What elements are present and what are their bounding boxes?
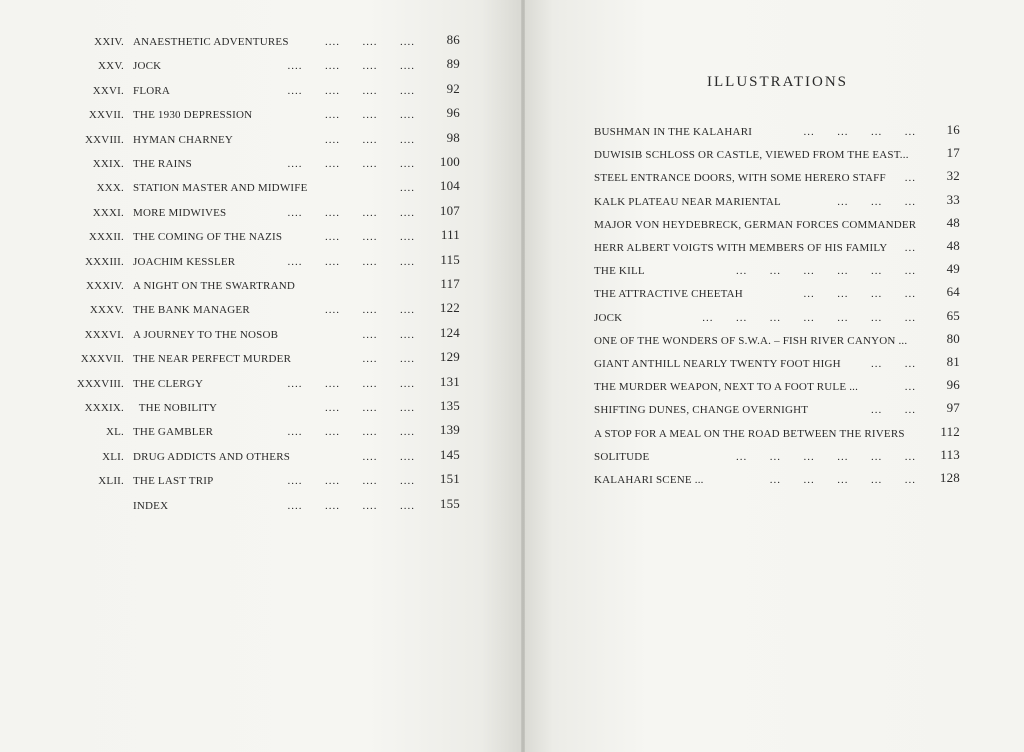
chapter-numeral: XL. — [105, 426, 124, 439]
dot-leader: ... ... — [871, 404, 916, 417]
contents-entry — [0, 154, 460, 178]
chapter-title: THE NEAR PERFECT MURDER — [133, 353, 292, 366]
chapter-numeral: XXX. — [96, 182, 124, 195]
page-number: 49 — [946, 261, 960, 277]
chapter-numeral: XLI. — [102, 450, 124, 463]
page-number: 81 — [946, 354, 960, 369]
illustration-entry — [594, 122, 960, 146]
dot-leader: ... ... ... ... ... ... — [736, 265, 916, 278]
illustration-title: GIANT ANTHILL NEARLY TWENTY FOOT HIGH — [594, 358, 841, 370]
contents-entry — [0, 398, 460, 422]
illustration-entry — [594, 307, 960, 332]
illustration-entry — [594, 377, 960, 401]
page-number: 117 — [440, 276, 460, 291]
page-number: 128 — [939, 470, 960, 485]
chapter-title: JOACHIM KESSLER — [133, 255, 236, 268]
chapter-title: A NIGHT ON THE SWARTRAND — [133, 280, 296, 292]
page-number: 92 — [446, 80, 460, 96]
contents-entry — [0, 300, 460, 324]
dot-leader: .... .... .... — [325, 402, 415, 414]
illustration-title: SOLITUDE — [594, 450, 650, 463]
page-number: 65 — [946, 307, 960, 323]
illustration-title: ONE OF THE WONDERS OF S.W.A. – FISH RIVER CANYON ... — [594, 334, 908, 347]
page-number: 131 — [439, 373, 460, 389]
chapter-numeral: XXIX. — [92, 158, 124, 170]
dot-leader: .... .... .... .... — [287, 84, 415, 97]
illustration-entry — [594, 354, 960, 378]
dot-leader: .... .... .... — [325, 133, 415, 146]
illustration-entry — [594, 284, 960, 308]
chapter-title: THE GAMBLER — [133, 426, 214, 439]
illustration-entry — [594, 261, 960, 285]
page-number: 155 — [439, 495, 460, 511]
chapter-title: DRUG ADDICTS AND OTHERS — [133, 450, 291, 463]
dot-leader: .... .... .... .... — [287, 499, 415, 512]
chapter-title: THE CLERGY — [133, 377, 204, 390]
dot-leader: .... .... — [362, 450, 415, 463]
chapter-numeral: XXXVII. — [80, 353, 124, 366]
chapter-title: THE LAST TRIP — [133, 475, 214, 488]
dot-leader: .... .... .... .... — [287, 60, 415, 73]
dot-leader: ... ... ... ... ... ... ... — [702, 311, 916, 324]
chapter-numeral: XXXIX. — [84, 402, 124, 414]
chapter-numeral: XXXV. — [89, 304, 124, 317]
dot-leader: .... — [400, 182, 415, 195]
chapter-title: A JOURNEY TO THE NOSOB — [133, 328, 279, 341]
chapter-title: MORE MIDWIVES — [133, 206, 227, 219]
chapter-title: JOCK — [133, 60, 162, 73]
dot-leader: .... .... — [362, 353, 415, 366]
dot-leader: .... .... .... — [325, 304, 415, 317]
contents-entry — [0, 324, 460, 349]
page-number: 145 — [439, 446, 460, 462]
page-number: 139 — [439, 422, 460, 438]
dot-leader: ... ... ... — [837, 195, 916, 208]
illustration-title: THE ATTRACTIVE CHEETAH — [594, 288, 743, 301]
illustration-entry — [594, 330, 960, 355]
illustration-title: MAJOR VON HEYDEBRECK, GERMAN FORCES COMMANDER — [594, 218, 917, 231]
illustration-title: JOCK — [594, 311, 623, 324]
contents-entry — [0, 32, 460, 56]
contents-entry — [0, 422, 460, 446]
dot-leader: ... ... ... ... ... — [769, 474, 916, 486]
illustration-entry — [594, 168, 960, 192]
chapter-numeral: XXVI. — [92, 84, 124, 97]
page-number: 17 — [946, 145, 960, 161]
illustration-entry — [594, 400, 960, 424]
dot-leader: ... ... — [871, 358, 916, 370]
page-number: 33 — [946, 191, 960, 207]
dot-leader: ... ... ... ... ... ... — [736, 450, 916, 463]
dot-leader: .... .... .... .... — [287, 158, 415, 170]
page-number: 64 — [946, 284, 960, 300]
page-number: 107 — [439, 202, 460, 218]
page-number: 112 — [940, 423, 960, 439]
page-number: 113 — [940, 446, 960, 462]
dot-leader: ... ... ... ... — [803, 288, 916, 301]
contents-entry — [0, 178, 460, 202]
page-number: 32 — [946, 168, 960, 184]
contents-entry — [0, 129, 460, 154]
page-number: 115 — [440, 251, 460, 267]
dot-leader: ... — [904, 172, 916, 185]
illustration-entry — [594, 423, 960, 448]
chapter-title: HYMAN CHARNEY — [133, 133, 234, 146]
illustration-entry — [594, 238, 960, 262]
illustration-entry — [594, 446, 960, 471]
page-number: 16 — [946, 122, 960, 137]
dot-leader: .... .... .... .... — [287, 206, 415, 219]
illustration-title: THE MURDER WEAPON, NEXT TO A FOOT RULE ... — [594, 381, 859, 394]
chapter-title: INDEX — [133, 499, 169, 512]
chapter-numeral: XXXVIII. — [76, 377, 124, 390]
chapter-numeral: XXV. — [98, 60, 124, 73]
dot-leader: .... .... .... .... — [287, 377, 415, 390]
dot-leader: .... .... .... — [325, 109, 415, 122]
illustration-title: SHIFTING DUNES, CHANGE OVERNIGHT — [594, 404, 809, 417]
page-number: 135 — [439, 398, 460, 413]
contents-entry — [0, 56, 460, 80]
page-number: 97 — [946, 400, 960, 416]
page-number: 80 — [946, 330, 960, 346]
page-number: 100 — [439, 154, 460, 169]
page-number: 89 — [446, 56, 460, 72]
page-number: 104 — [439, 178, 460, 194]
chapter-title: THE 1930 DEPRESSION — [133, 109, 253, 122]
page-number: 98 — [446, 129, 460, 145]
dot-leader: .... .... .... .... — [287, 426, 415, 439]
contents-entry — [0, 80, 460, 105]
chapter-title: THE NOBILITY — [133, 402, 218, 414]
page-number: 151 — [439, 471, 460, 487]
chapter-title: THE COMING OF THE NAZIS — [133, 231, 283, 244]
illustration-title: A STOP FOR A MEAL ON THE ROAD BETWEEN THE RIVERS — [594, 427, 905, 440]
chapter-title: THE RAINS — [133, 158, 192, 170]
illustration-entry — [594, 214, 960, 239]
chapter-numeral: XXIV. — [94, 36, 124, 48]
illustration-title: BUSHMAN IN THE KALAHARI — [594, 126, 753, 138]
page-number: 48 — [946, 238, 960, 253]
chapter-numeral: XXXIII. — [85, 255, 124, 268]
illustrations-heading: ILLUSTRATIONS — [707, 74, 848, 90]
contents-entry — [0, 471, 460, 495]
page-number: 96 — [446, 105, 460, 121]
page-number: 129 — [439, 349, 460, 365]
chapter-numeral: XXVIII. — [85, 133, 124, 146]
page-number: 111 — [440, 227, 460, 243]
chapter-numeral: XXXIV. — [86, 280, 124, 292]
book-gutter — [521, 0, 525, 752]
dot-leader: ... — [904, 242, 916, 254]
chapter-title: THE BANK MANAGER — [133, 304, 250, 317]
chapter-title: STATION MASTER AND MIDWIFE — [133, 182, 308, 195]
dot-leader: .... .... .... — [325, 36, 415, 48]
contents-entry — [0, 373, 460, 398]
contents-entry — [0, 276, 460, 300]
contents-entry — [0, 495, 460, 520]
chapter-numeral: XXXVI. — [84, 328, 124, 341]
page-number: 48 — [946, 214, 960, 230]
dot-leader: ... — [904, 381, 916, 394]
chapter-numeral: XLII. — [98, 475, 124, 488]
contents-entry — [0, 446, 460, 471]
contents-entry — [0, 105, 460, 129]
illustration-title: THE KILL — [594, 265, 645, 278]
contents-entry — [0, 349, 460, 373]
chapter-numeral: XXXI. — [92, 206, 124, 219]
page-number: 124 — [439, 324, 460, 340]
chapter-numeral: XXVII. — [88, 109, 124, 122]
dot-leader: .... .... — [362, 328, 415, 341]
chapter-numeral: XXXII. — [88, 231, 124, 244]
illustration-title: HERR ALBERT VOIGTS WITH MEMBERS OF HIS FAMILY — [594, 242, 888, 254]
dot-leader: .... .... .... .... — [287, 475, 415, 488]
illustration-title: KALK PLATEAU NEAR MARIENTAL — [594, 195, 781, 208]
illustration-title: KALAHARI SCENE ... — [594, 474, 704, 486]
page-number: 122 — [439, 300, 460, 316]
illustration-entry — [594, 470, 960, 494]
dot-leader: ... ... ... ... — [803, 126, 916, 138]
chapter-title: FLORA — [133, 84, 171, 97]
dot-leader: .... .... .... — [325, 231, 415, 244]
contents-entry — [0, 227, 460, 251]
dot-leader: .... .... .... .... — [287, 255, 415, 268]
illustration-title: STEEL ENTRANCE DOORS, WITH SOME HERERO STAFF — [594, 172, 886, 185]
contents-entry — [0, 202, 460, 227]
contents-entry — [0, 251, 460, 276]
illustration-entry — [594, 145, 960, 169]
illustration-title: DUWISIB SCHLOSS OR CASTLE, VIEWED FROM THE EAST... — [594, 149, 909, 162]
page-number: 86 — [446, 32, 460, 47]
illustration-entry — [594, 191, 960, 216]
page-number: 96 — [946, 377, 960, 393]
chapter-title: ANAESTHETIC ADVENTURES — [133, 36, 289, 48]
